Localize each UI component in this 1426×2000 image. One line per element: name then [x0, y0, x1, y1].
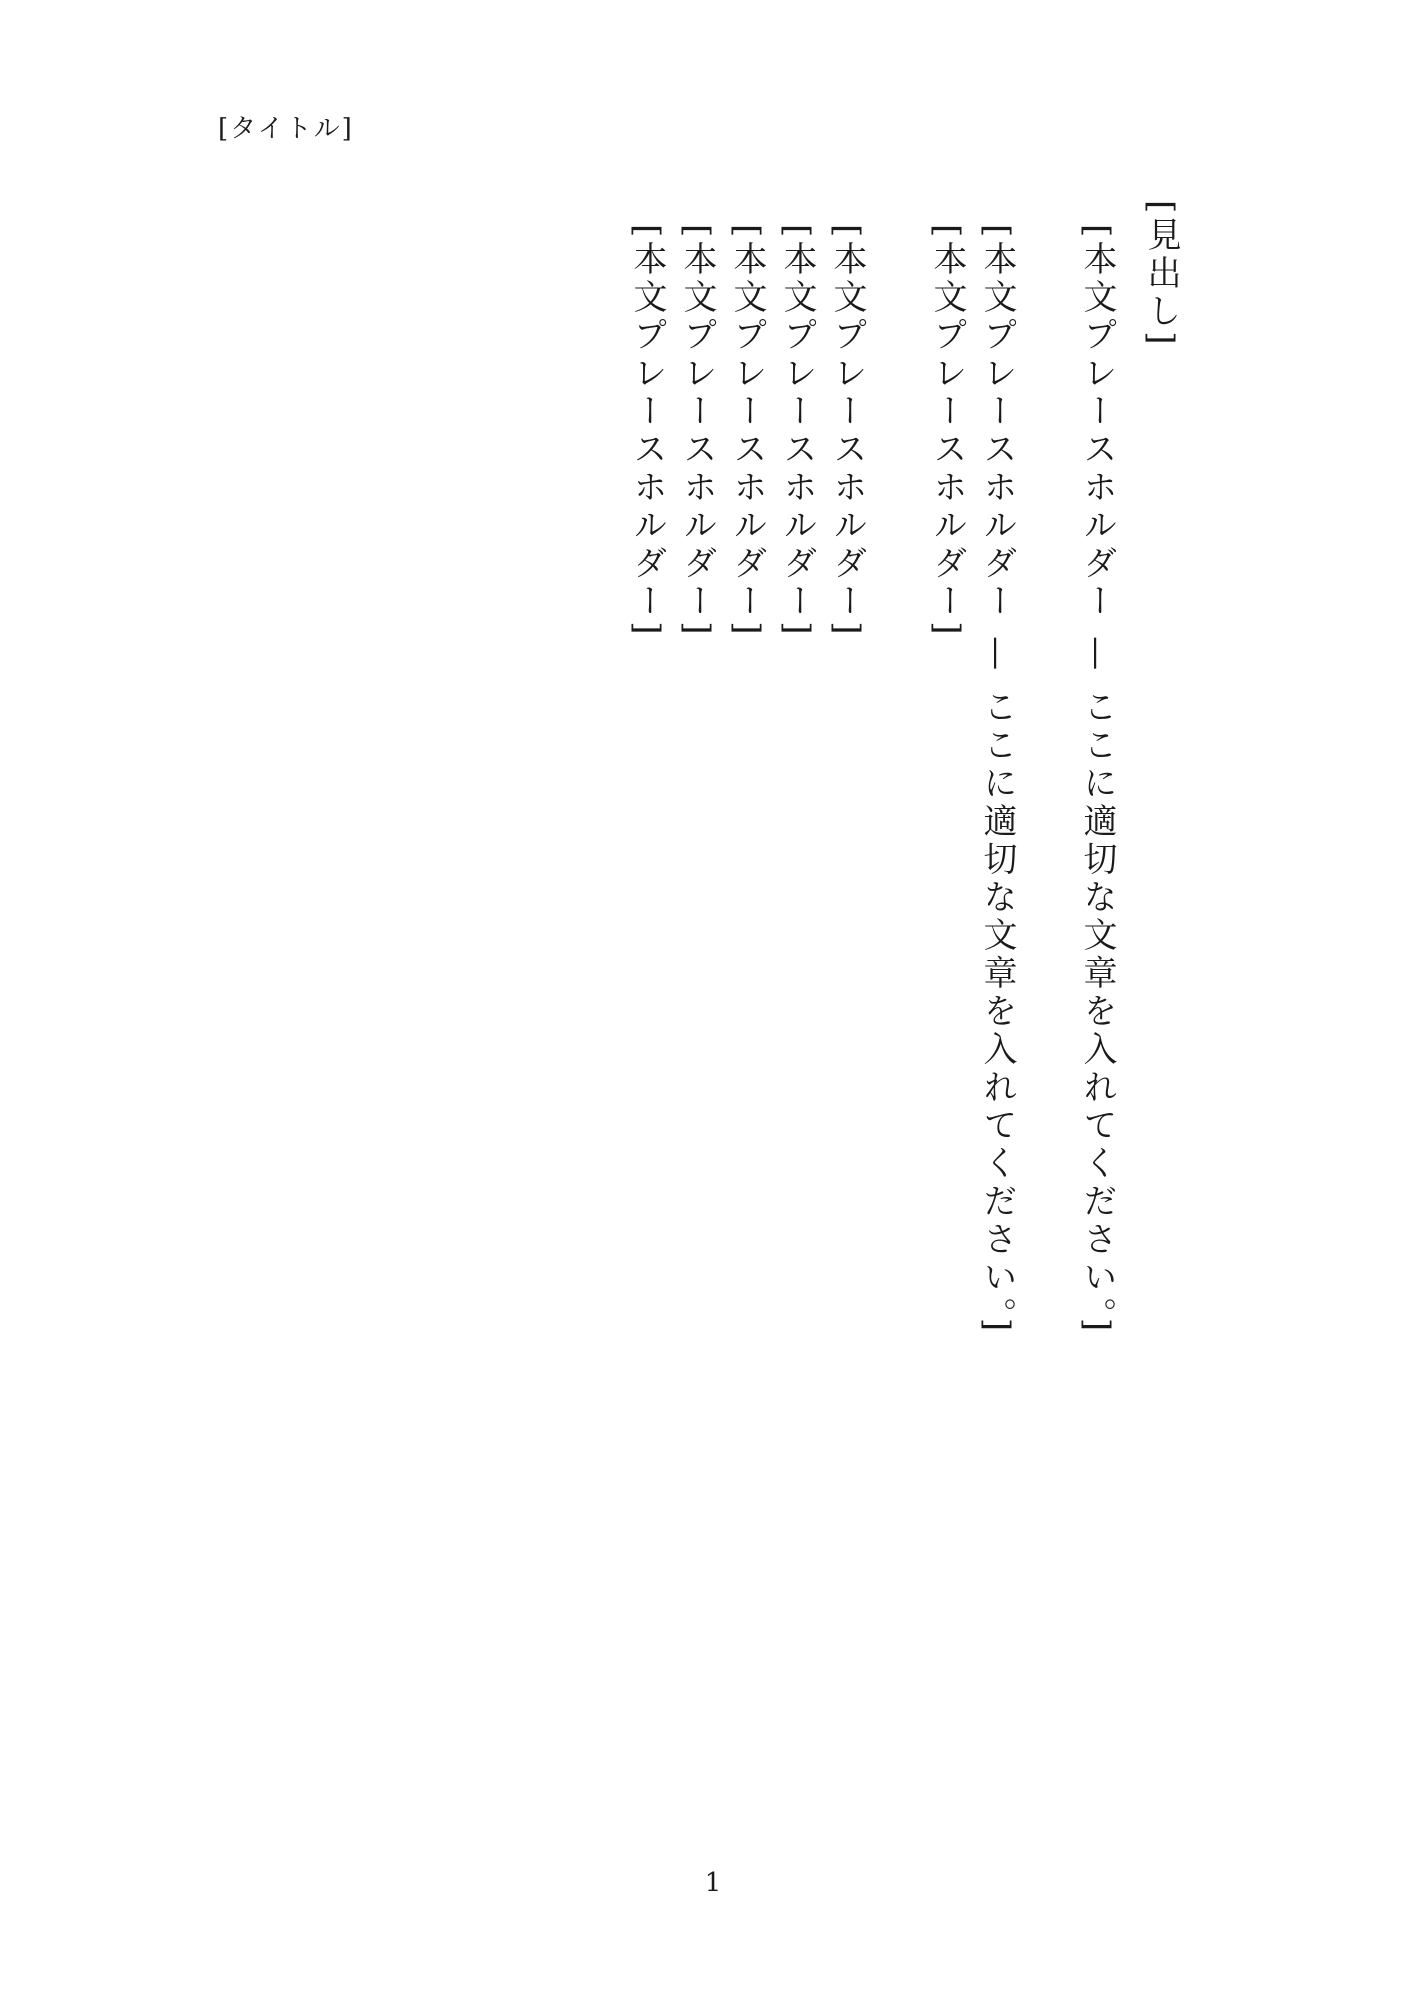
paragraph: [本文プレースホルダー] — [777, 224, 817, 639]
paragraph: [本文プレースホルダー] — [927, 224, 967, 639]
body-text — [622, 190, 1186, 1840]
paragraph: [本文プレースホルダー] — [727, 224, 767, 639]
blank-line — [1022, 190, 1072, 1840]
running-header: [タイトル] — [218, 114, 354, 144]
paragraph: [本文プレースホルダー] — [627, 224, 667, 639]
paragraph: [本文プレースホルダー — ここに適切な文章を入れてください。] — [977, 224, 1017, 1336]
chapter-heading: [見出し] — [1141, 200, 1181, 349]
paragraph: [本文プレースホルダー — ここに適切な文章を入れてください。] — [1077, 224, 1117, 1336]
paragraph: [本文プレースホルダー] — [827, 224, 867, 639]
paragraph: [本文プレースホルダー] — [677, 224, 717, 639]
page-number: 1 — [704, 1868, 722, 1898]
blank-line — [872, 190, 922, 1840]
